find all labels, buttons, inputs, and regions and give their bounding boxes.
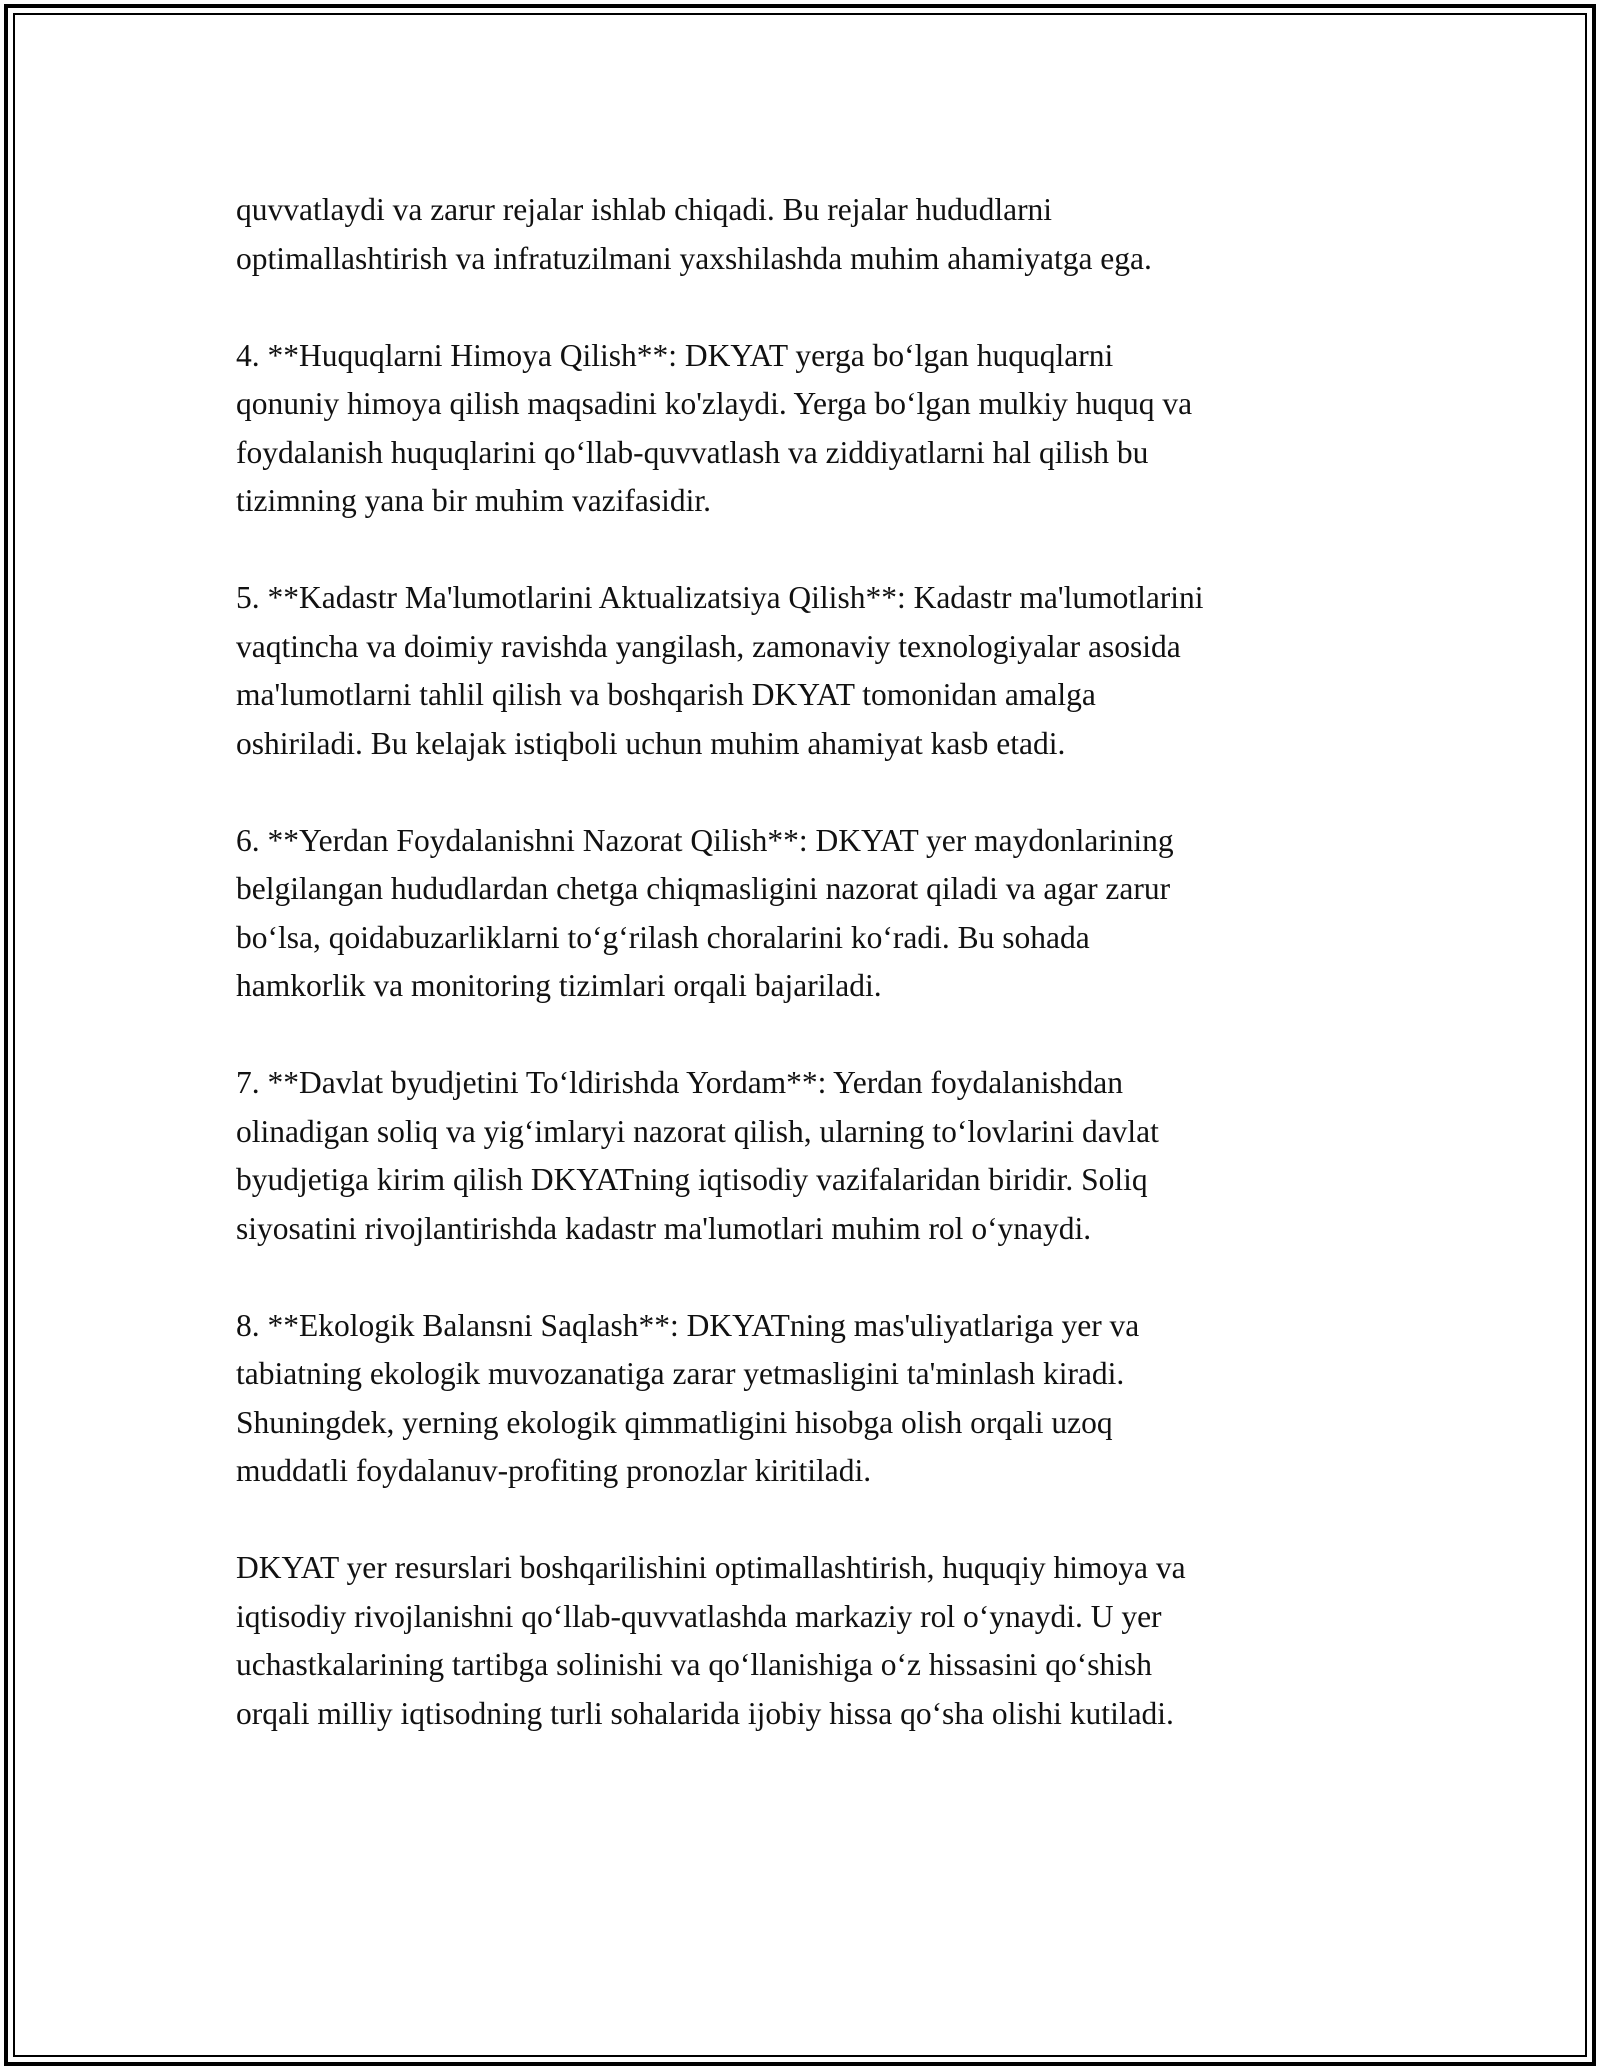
document-body [236,186,1376,1738]
paragraph-item-5: 5. **Kadastr Ma'lumotlarini Aktualizatsiya Qilish**: Kadastr ma'lumotlarini vaqtincha va doimiy ravishda yangilash, zamonaviy texnologiyalar asosida ma'lumotlarni tahlil qilish va boshqarish DKYAT tomonidan amalga oshiriladi. Bu kelajak istiqboli uchun muhim ahamiyat kasb etadi. [236,580,1204,761]
paragraph-conclusion: DKYAT yer resurslari boshqarilishini optimallashtirish, huquqiy himoya va iqtisodiy rivojlanishni qo‘llab-quvvatlashda markaziy rol o‘ynaydi. U yer uchastkalarining tartibga solinishi va qo‘llanishiga o‘z hissasini qo‘shish orqali milliy iqtisodning turli sohalarida ijobiy hissa qo‘sha olishi kutiladi. [236,1550,1186,1731]
paragraph-continuation: quvvatlaydi va zarur rejalar ishlab chiqadi. Bu rejalar hududlarni optimallashtirish va infratuzilmani yaxshilashda muhim ahamiyatga ega. [236,192,1152,276]
paragraph-item-7: 7. **Davlat byudjetini To‘ldirishda Yordam**: Yerdan foydalanishdan olinadigan soliq va yig‘imlaryi nazorat qilish, ularning to‘lovlarini davlat byudjetiga kirim qilish DKYATning iqtisodiy vazifalaridan biridir. Soliq siyosatini rivojlantirishda kadastr ma'lumotlari muhim rol o‘ynaydi. [236,1065,1159,1246]
paragraph-item-8: 8. **Ekologik Balansni Saqlash**: DKYATning mas'uliyatlariga yer va tabiatning ekologik muvozanatiga zarar yetmasligini ta'minlash kiradi. Shuningdek, yerning ekologik qimmatligini hisobga olish orqali uzoq muddatli foydalanuv-profiting pronozlar kiritiladi. [236,1307,1140,1488]
paragraph-item-4: 4. **Huquqlarni Himoya Qilish**: DKYAT yerga bo‘lgan huquqlarni qonuniy himoya qilish maqsadini ko'zlaydi. Yerga bo‘lgan mulkiy huquq va foydalanish huquqlarini qo‘llab-quvvatlash va ziddiyatlarni hal qilish bu tizimning yana bir muhim vazifasidir. [236,337,1193,518]
paragraph-item-6: 6. **Yerdan Foydalanishni Nazorat Qilish**: DKYAT yer maydonlarining belgilangan hududlardan chetga chiqmasligini nazorat qiladi va agar zarur bo‘lsa, qoidabuzarliklarni to‘g‘rilash choralarini ko‘radi. Bu sohada hamkorlik va monitoring tizimlari orqali bajariladi. [236,822,1174,1003]
